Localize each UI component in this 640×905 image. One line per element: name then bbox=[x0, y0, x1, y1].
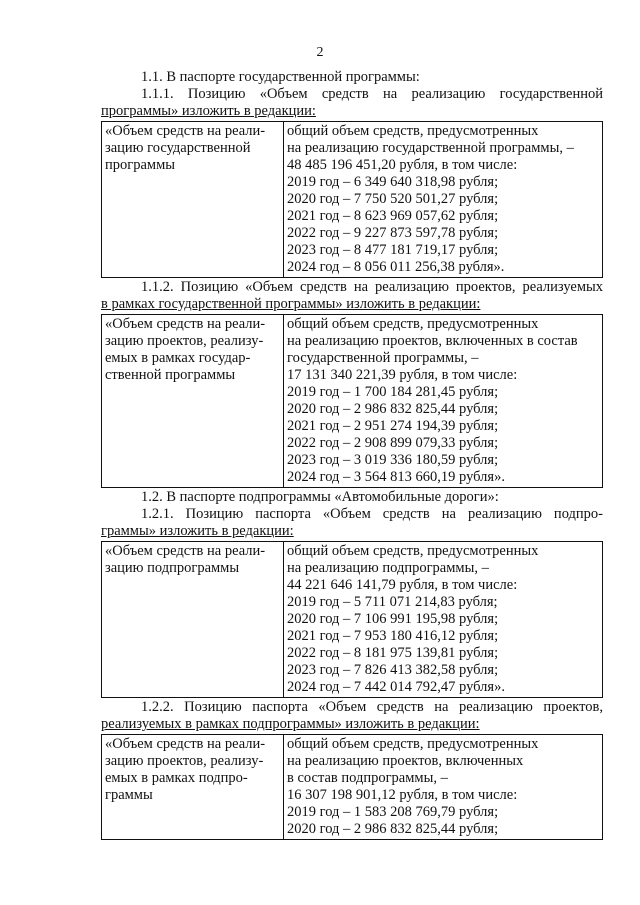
label-line: ственной программы bbox=[105, 367, 236, 383]
value-line: на реализацию подпрограммы, – bbox=[287, 560, 489, 576]
label-line: граммы bbox=[105, 787, 153, 803]
label-line: зацию проектов, реализу- bbox=[105, 753, 264, 769]
page-number: 2 bbox=[316, 45, 324, 60]
position-value-cell bbox=[284, 735, 603, 840]
value-line: 2024 год – 8 056 011 256,38 рубля». bbox=[287, 259, 505, 275]
value-line: 2024 год – 3 564 813 660,19 рубля». bbox=[287, 469, 505, 485]
section-1-1-2-intro-line1: 1.1.2. Позицию «Объем средств на реализацию проектов, реализуемых bbox=[141, 279, 603, 295]
value-line: общий объем средств, предусмотренных bbox=[287, 123, 539, 139]
section-1-2-2-intro-line2 bbox=[101, 716, 603, 733]
value-line: 17 131 340 221,39 рубля, в том числе: bbox=[287, 367, 518, 383]
intro-text: реализуемых в рамках подпрограммы» изложить в редакции: bbox=[101, 716, 480, 732]
value-line: на реализацию проектов, включенных bbox=[287, 753, 524, 769]
label-line: «Объем средств на реали- bbox=[105, 316, 266, 332]
intro-text: в рамках государственной программы» изложить в редакции: bbox=[101, 296, 481, 312]
section-1-1-1-intro-line1: 1.1.1. Позицию «Объем средств на реализацию государственной bbox=[141, 86, 603, 102]
value-line: 2022 год – 2 908 899 079,33 рубля; bbox=[287, 435, 499, 451]
label-line: «Объем средств на реали- bbox=[105, 543, 266, 559]
section-1-1-1-intro-line2 bbox=[101, 103, 603, 120]
section-1-2-1-intro-line2 bbox=[101, 523, 603, 540]
section-1-2-1-intro-line1: 1.2.1. Позицию паспорта «Объем средств на реализацию подпро- bbox=[141, 506, 603, 522]
intro-text: программы» изложить в редакции: bbox=[101, 103, 316, 119]
value-line: 2024 год – 7 442 014 792,47 рубля». bbox=[287, 679, 505, 695]
label-line: «Объем средств на реали- bbox=[105, 123, 266, 139]
value-line: 2020 год – 2 986 832 825,44 рубля; bbox=[287, 401, 499, 417]
table-1-1-1 bbox=[101, 121, 603, 278]
table-1-2-2 bbox=[101, 734, 603, 840]
value-line: 2022 год – 9 227 873 597,78 рубля; bbox=[287, 225, 499, 241]
value-line: в состав подпрограммы, – bbox=[287, 770, 448, 786]
value-line: 2021 год – 8 623 969 057,62 рубля; bbox=[287, 208, 499, 224]
label-line: «Объем средств на реали- bbox=[105, 736, 266, 752]
value-line: 2020 год – 7 106 991 195,98 рубля; bbox=[287, 611, 499, 627]
value-line: 2022 год – 8 181 975 139,81 рубля; bbox=[287, 645, 499, 661]
section-1-1-heading: 1.1. В паспорте государственной программы: bbox=[141, 69, 420, 85]
intro-text: граммы» изложить в редакции: bbox=[101, 523, 294, 539]
table-row bbox=[102, 315, 603, 488]
label-line: емых в рамках подпро- bbox=[105, 770, 248, 786]
table-1-1-2 bbox=[101, 314, 603, 488]
position-value-cell bbox=[284, 122, 603, 278]
value-line: общий объем средств, предусмотренных bbox=[287, 736, 539, 752]
value-line: на реализацию государственной программы, – bbox=[287, 140, 574, 156]
value-line: 48 485 196 451,20 рубля, в том числе: bbox=[287, 157, 518, 173]
value-line: 2023 год – 8 477 181 719,17 рубля; bbox=[287, 242, 499, 258]
value-line: 2021 год – 2 951 274 194,39 рубля; bbox=[287, 418, 499, 434]
position-label-cell bbox=[102, 122, 284, 278]
value-line: 2019 год – 6 349 640 318,98 рубля; bbox=[287, 174, 499, 190]
value-line: 2019 год – 1 700 184 281,45 рубля; bbox=[287, 384, 499, 400]
position-label-cell bbox=[102, 735, 284, 840]
section-1-2-heading: 1.2. В паспорте подпрограммы «Автомобильные дороги»: bbox=[141, 489, 499, 505]
section-1-1-2-intro-line2 bbox=[101, 296, 603, 313]
value-line: 2021 год – 7 953 180 416,12 рубля; bbox=[287, 628, 499, 644]
label-line: программы bbox=[105, 157, 175, 173]
value-line: государственной программы, – bbox=[287, 350, 479, 366]
label-line: зацию государственной bbox=[105, 140, 251, 156]
label-line: зацию проектов, реализу- bbox=[105, 333, 264, 349]
position-label-cell bbox=[102, 315, 284, 488]
table-1-2-1 bbox=[101, 541, 603, 698]
value-line: 2019 год – 1 583 208 769,79 рубля; bbox=[287, 804, 499, 820]
value-line: 2023 год – 7 826 413 382,58 рубля; bbox=[287, 662, 499, 678]
value-line: 2019 год – 5 711 071 214,83 рубля; bbox=[287, 594, 498, 610]
label-line: зацию подпрограммы bbox=[105, 560, 240, 576]
value-line: 44 221 646 141,79 рубля, в том числе: bbox=[287, 577, 518, 593]
table-row bbox=[102, 735, 603, 840]
position-value-cell bbox=[284, 315, 603, 488]
section-1-2-2-intro-line1: 1.2.2. Позицию паспорта «Объем средств на реализацию проектов, bbox=[141, 699, 603, 715]
value-line: 2020 год – 7 750 520 501,27 рубля; bbox=[287, 191, 499, 207]
value-line: общий объем средств, предусмотренных bbox=[287, 316, 539, 332]
table-row bbox=[102, 122, 603, 278]
table-row bbox=[102, 542, 603, 698]
value-line: 2023 год – 3 019 336 180,59 рубля; bbox=[287, 452, 499, 468]
value-line: общий объем средств, предусмотренных bbox=[287, 543, 539, 559]
position-value-cell bbox=[284, 542, 603, 698]
position-label-cell bbox=[102, 542, 284, 698]
value-line: 2020 год – 2 986 832 825,44 рубля; bbox=[287, 821, 499, 837]
value-line: 16 307 198 901,12 рубля, в том числе: bbox=[287, 787, 518, 803]
value-line: на реализацию проектов, включенных в состав bbox=[287, 333, 578, 349]
label-line: емых в рамках государ- bbox=[105, 350, 251, 366]
